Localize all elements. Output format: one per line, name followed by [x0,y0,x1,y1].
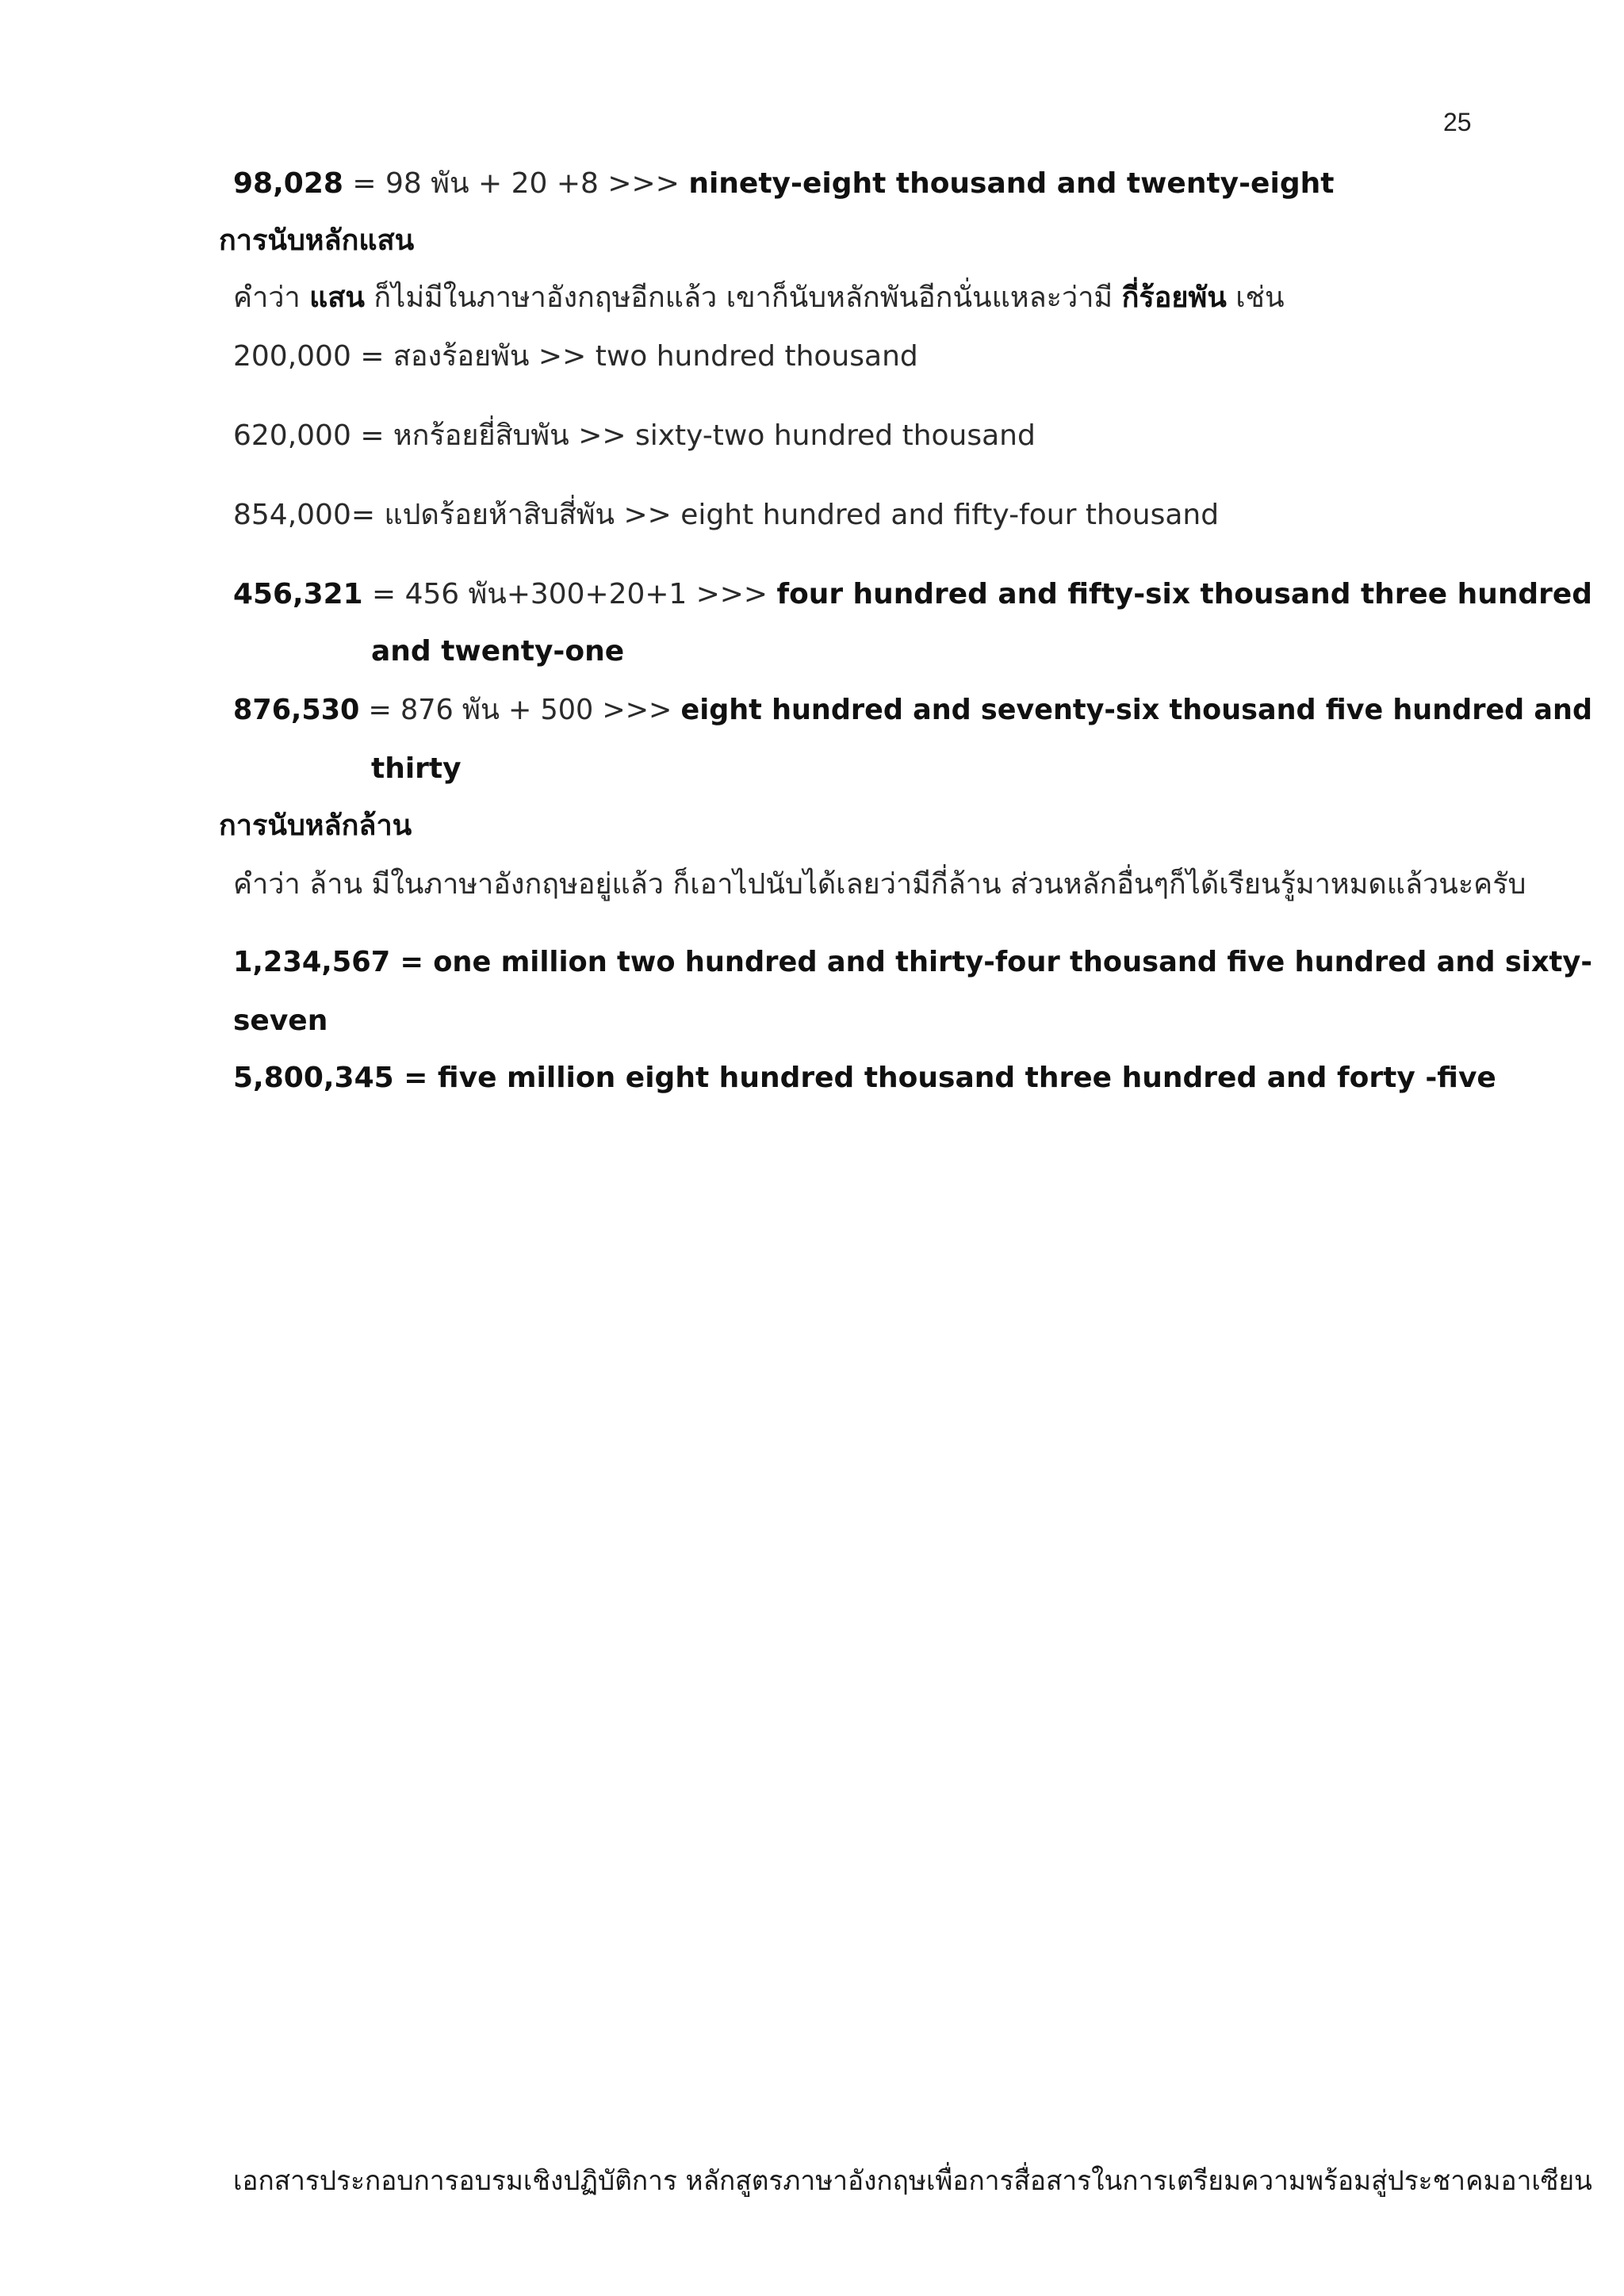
saen-text-3: เช่น [1226,281,1285,314]
line-456321-continued: and twenty-one [371,635,625,668]
line-200000: 200,000 = สองร้อยพัน >> two hundred thousand [233,340,918,373]
page-footer: เอกสารประกอบการอบรมเชิงปฏิบัติการ หลักสูตรภาษาอังกฤษเพื่อการสื่อสารในการเตรียมความพร้อมสู่ประชาคมอาเซียน [233,2165,1592,2197]
page-number: 25 [1443,108,1472,136]
saen-text-2: ก็ไม่มีในภาษาอังกฤษอีกแล้ว เขาก็นับหลักพันอีกนั่นแหละว่ามี [364,281,1122,314]
line-saen-explanation [233,279,1285,317]
breakdown-876530: = 876 พัน + 500 >>> [359,694,681,726]
line-98028 [233,165,1334,203]
line-876530 [233,691,1592,729]
saen-word: แสน [309,281,365,314]
line-620000: 620,000 = หกร้อยยี่สิบพัน >> sixty-two hundred thousand [233,419,1036,452]
number-876530: 876,530 [233,694,360,726]
line-1234567: 1,234,567 = one million two hundred and thirty-four thousand five hundred and sixty- [233,946,1592,978]
breakdown-98028: = 98 พัน + 20 +8 >>> [343,167,689,200]
line-854000: 854,000= แปดร้อยห้าสิบสี่พัน >> eight hundred and fifty-four thousand [233,499,1220,531]
number-456321: 456,321 [233,578,363,610]
words-456321: four hundred and fifty-six thousand three hundred [776,578,1592,610]
line-5800345: 5,800,345 = five million eight hundred thousand three hundred and forty -five [233,1062,1496,1094]
heading-hundred-thousands: การนับหลักแสน [219,224,415,257]
breakdown-456321: = 456 พัน+300+20+1 >>> [362,578,777,610]
line-876530-continued: thirty [371,752,462,785]
words-98028: ninety-eight thousand and twenty-eight [688,167,1335,200]
saen-text-1: คำว่า [233,281,310,314]
number-98028: 98,028 [233,167,343,200]
line-laan-explanation: คำว่า ล้าน มีในภาษาอังกฤษอยู่แล้ว ก็เอาไปนับได้เลยว่ามีกี่ล้าน ส่วนหลักอื่นๆก็ได้เรียนรู้มาหมดแล้วนะครับ [233,868,1526,901]
how-many-hundred-thousand: กี่ร้อยพัน [1121,281,1227,314]
line-456321 [233,576,1592,614]
line-1234567-continued: seven [233,1004,328,1037]
heading-millions: การนับหลักล้าน [219,809,412,842]
words-876530: eight hundred and seventy-six thousand five hundred and [680,694,1592,726]
